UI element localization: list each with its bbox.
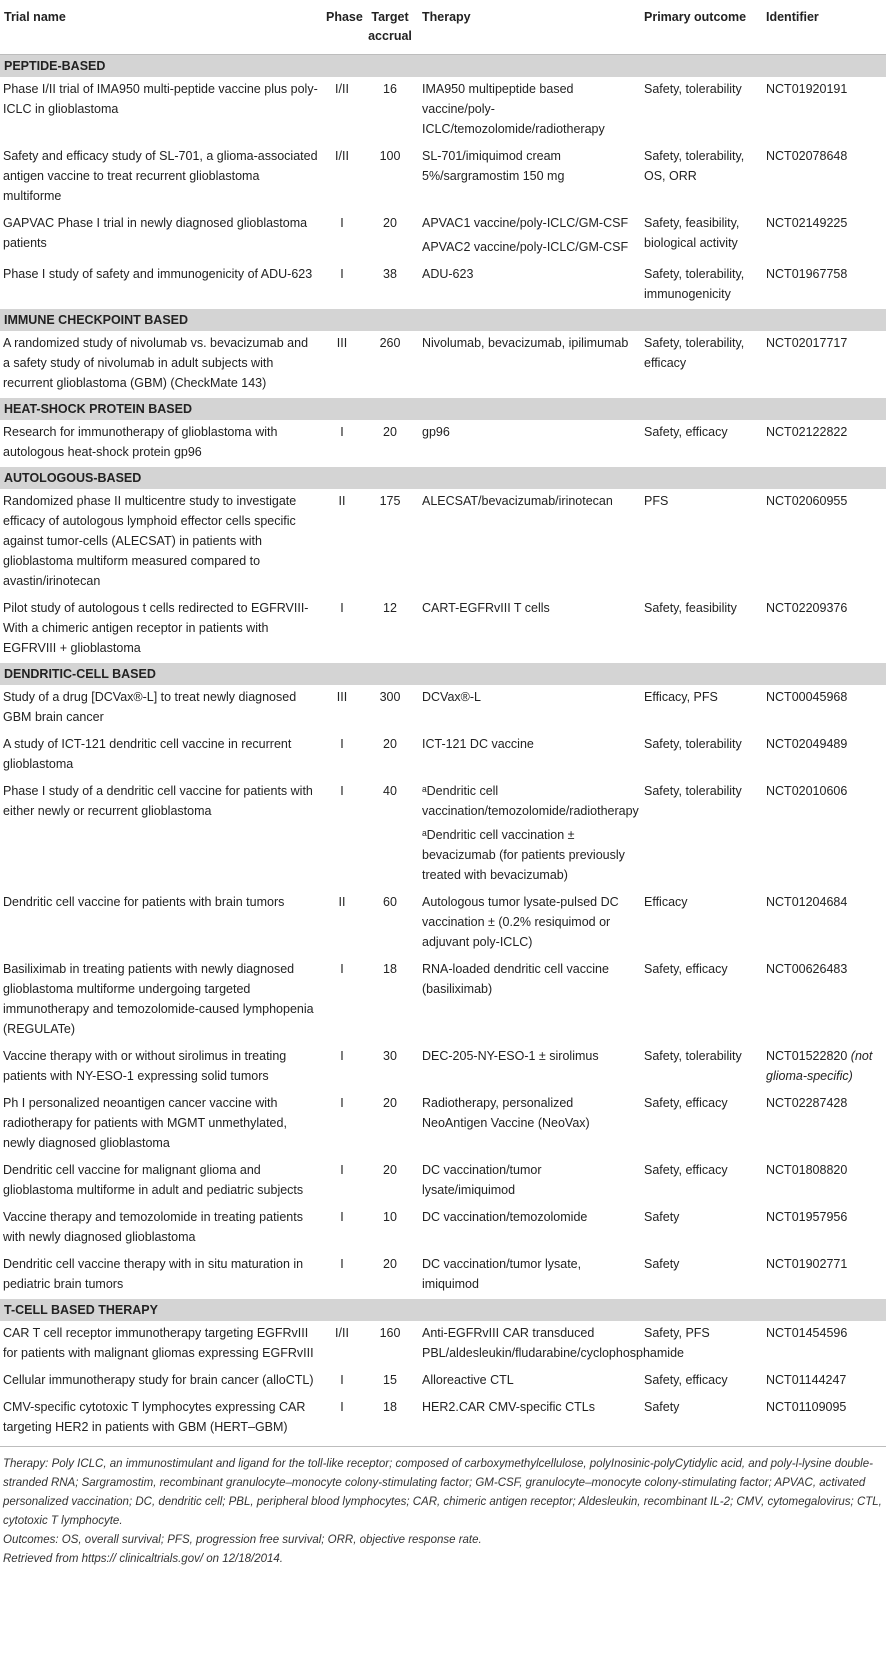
table-row xyxy=(0,331,886,398)
target-accrual-cell: 10 xyxy=(383,1210,397,1224)
identifier-cell xyxy=(762,1252,886,1299)
therapy-item: Anti-EGFRvIII CAR transduced PBL/aldesleukin/fludarabine/cyclophosphamide xyxy=(422,1326,684,1360)
primary-outcome-cell: Safety, efficacy xyxy=(644,962,728,976)
trial-name-cell: A randomized study of nivolumab vs. bevacizumab and a safety study of nivolumab in adult subjects with recurrent glioblastoma (GBM) (CheckMate 143) xyxy=(3,336,309,390)
target-accrual-cell: 100 xyxy=(379,149,401,163)
primary-outcome-cell: Efficacy, PFS xyxy=(644,690,718,704)
trial-name-cell: Dendritic cell vaccine therapy with in situ maturation in pediatric brain tumors xyxy=(3,1257,304,1291)
phase-cell: I/II xyxy=(335,82,349,96)
table-row xyxy=(0,489,886,596)
table-row xyxy=(0,779,886,890)
therapy-item: gp96 xyxy=(422,425,450,439)
trial-name-cell: Dendritic cell vaccine for patients with brain tumors xyxy=(3,895,285,909)
therapy-item: Radiotherapy, personalized NeoAntigen Vaccine (NeoVax) xyxy=(422,1096,590,1130)
header-trial-name: Trial name xyxy=(0,6,322,55)
identifier-value: NCT00626483 xyxy=(766,962,848,976)
table-row xyxy=(0,144,886,211)
therapy-item: HER2.CAR CMV-specific CTLs xyxy=(422,1400,595,1414)
section-title: DENDRITIC-CELL BASED xyxy=(0,663,886,685)
table-row xyxy=(0,262,886,309)
header-primary-outcome: Primary outcome xyxy=(640,6,762,55)
table-row xyxy=(0,596,886,663)
therapy-item: APVAC2 vaccine/poly-ICLC/GM-CSF xyxy=(422,240,629,254)
target-accrual-cell: 40 xyxy=(383,784,397,798)
table-row xyxy=(0,420,886,467)
identifier-cell xyxy=(762,1321,886,1368)
table-row xyxy=(0,211,886,262)
section-title: IMMUNE CHECKPOINT BASED xyxy=(0,309,886,331)
trial-name-cell: CMV-specific cytotoxic T lymphocytes expressing CAR targeting HER2 in patients with GBM (HERT–GBM) xyxy=(3,1400,306,1434)
table-header-row xyxy=(0,6,886,55)
identifier-value: NCT01454596 xyxy=(766,1326,848,1340)
section-title: AUTOLOGOUS-BASED xyxy=(0,467,886,489)
therapy-item: DEC-205-NY-ESO-1 ± sirolimus xyxy=(422,1049,599,1063)
primary-outcome-cell: Efficacy xyxy=(644,895,688,909)
therapy-item: ALECSAT/bevacizumab/irinotecan xyxy=(422,494,613,508)
trial-name-cell: CAR T cell receptor immunotherapy targeting EGFRvIII for patients with malignant gliomas expressing EGFRvIII xyxy=(3,1326,314,1360)
target-accrual-cell: 20 xyxy=(383,216,397,230)
primary-outcome-cell: Safety xyxy=(644,1257,680,1271)
table-row xyxy=(0,1252,886,1299)
identifier-value: NCT01808820 xyxy=(766,1163,848,1177)
therapy-item: Nivolumab, bevacizumab, ipilimumab xyxy=(422,336,629,350)
identifier-cell xyxy=(762,262,886,309)
section-title: HEAT-SHOCK PROTEIN BASED xyxy=(0,398,886,420)
therapy-cell xyxy=(418,262,640,309)
therapy-cell xyxy=(418,732,640,779)
therapy-cell xyxy=(418,331,640,398)
identifier-value: NCT01902771 xyxy=(766,1257,848,1271)
identifier-cell xyxy=(762,957,886,1044)
identifier-cell xyxy=(762,685,886,732)
target-accrual-cell: 20 xyxy=(383,425,397,439)
trial-name-cell: Pilot study of autologous t cells redirected to EGFRVIII-With a chimeric antigen receptor in patients with EGFRVIII + glioblastoma xyxy=(3,601,309,655)
section-header-row xyxy=(0,663,886,685)
target-accrual-cell: 175 xyxy=(379,494,401,508)
therapy-cell xyxy=(418,144,640,211)
trial-name-cell: Ph I personalized neoantigen cancer vaccine with radiotherapy for patients with MGMT unmethylated, newly diagnosed glioblastoma xyxy=(3,1096,287,1150)
therapy-cell xyxy=(418,77,640,144)
table-row xyxy=(0,1395,886,1442)
primary-outcome-cell: Safety, tolerability, immunogenicity xyxy=(644,267,745,301)
phase-cell: I xyxy=(340,601,344,615)
therapy-item: ᵃDendritic cell vaccination/temozolomide/radiotherapy xyxy=(422,784,639,818)
identifier-value: NCT01957956 xyxy=(766,1210,848,1224)
table-row xyxy=(0,685,886,732)
footnote-therapy: Therapy: Poly ICLC, an immunostimulant and ligand for the toll-like receptor; composed of carboxymethylcellulose, polyInosinic-polyCytidylic acid, and poly-l-lysine double-stranded RNA; Sargramostim, recombinant granulocyte–monocyte colony-stimulating factor; GM-CSF, granulocyte–monocyte colony-stimulating factor; APVAC, activated personalized vaccination; DC, dendritic cell; PBL, peripheral blood lymphocytes; CAR, chimeric antigen receptor; Aldesleukin, recombinant IL-2; CMV, cytomegalovirus; CTL, cytotoxic T lymphocyte. xyxy=(3,1458,882,1527)
table-row xyxy=(0,1044,886,1091)
primary-outcome-cell: Safety, tolerability xyxy=(644,784,742,798)
identifier-value: NCT02149225 xyxy=(766,216,848,230)
phase-cell: II xyxy=(338,494,346,508)
therapy-cell xyxy=(418,211,640,262)
primary-outcome-cell: PFS xyxy=(644,494,669,508)
therapy-item: ICT-121 DC vaccine xyxy=(422,737,534,751)
target-accrual-cell: 260 xyxy=(379,336,401,350)
phase-cell: I xyxy=(340,267,344,281)
header-identifier: Identifier xyxy=(762,6,886,55)
primary-outcome-cell: Safety, tolerability, OS, ORR xyxy=(644,149,745,183)
phase-cell: I/II xyxy=(335,1326,349,1340)
identifier-value: NCT02017717 xyxy=(766,336,848,350)
identifier-cell xyxy=(762,732,886,779)
table-row xyxy=(0,1321,886,1368)
section-title: T-CELL BASED THERAPY xyxy=(0,1299,886,1321)
identifier-cell xyxy=(762,489,886,596)
table-row xyxy=(0,1368,886,1395)
table-row xyxy=(0,957,886,1044)
identifier-value: NCT02287428 xyxy=(766,1096,848,1110)
section-header-row xyxy=(0,398,886,420)
target-accrual-cell: 16 xyxy=(383,82,397,96)
phase-cell: III xyxy=(336,690,348,704)
trial-name-cell: Phase I/II trial of IMA950 multi-peptide vaccine plus poly-ICLC in glioblastoma xyxy=(3,82,318,116)
identifier-cell xyxy=(762,779,886,890)
target-accrual-cell: 20 xyxy=(383,1163,397,1177)
identifier-cell xyxy=(762,1044,886,1091)
trial-name-cell: Study of a drug [DCVax®-L] to treat newly diagnosed GBM brain cancer xyxy=(3,690,297,724)
therapy-cell xyxy=(418,1395,640,1442)
therapy-cell xyxy=(418,1252,640,1299)
trial-name-cell: Phase I study of a dendritic cell vaccine for patients with either newly or recurrent glioblastoma xyxy=(3,784,313,818)
target-accrual-cell: 20 xyxy=(383,1257,397,1271)
identifier-value: NCT02078648 xyxy=(766,149,848,163)
target-accrual-cell: 60 xyxy=(383,895,397,909)
identifier-cell xyxy=(762,596,886,663)
primary-outcome-cell: Safety, efficacy xyxy=(644,1096,728,1110)
therapy-cell xyxy=(418,1368,640,1395)
primary-outcome-cell: Safety, tolerability xyxy=(644,737,742,751)
identifier-value: NCT01967758 xyxy=(766,267,848,281)
table-footnotes xyxy=(0,1446,886,1569)
section-header-row xyxy=(0,55,886,78)
trial-name-cell: Dendritic cell vaccine for malignant glioma and glioblastoma multiforme in adult and pediatric subjects xyxy=(3,1163,304,1197)
therapy-item: DCVax®-L xyxy=(422,690,481,704)
trial-name-cell: Randomized phase II multicentre study to investigate efficacy of autologous lymphoid effector cells specific against tumor-cells (ALECSAT) in patients with glioblastoma multiform measured compared to avastin/irinotecan xyxy=(3,494,297,588)
target-accrual-cell: 160 xyxy=(379,1326,401,1340)
trial-name-cell: A study of ICT-121 dendritic cell vaccine in recurrent glioblastoma xyxy=(3,737,292,771)
table-row xyxy=(0,1158,886,1205)
therapy-item: APVAC1 vaccine/poly-ICLC/GM-CSF xyxy=(422,216,629,230)
trial-name-cell: Cellular immunotherapy study for brain cancer (alloCTL) xyxy=(3,1373,314,1387)
header-target-accrual: Target accrual xyxy=(362,6,418,55)
therapy-item: ᵃDendritic cell vaccination ± bevacizumab (for patients previously treated with bevacizumab) xyxy=(422,828,625,882)
therapy-cell xyxy=(418,489,640,596)
primary-outcome-cell: Safety, PFS xyxy=(644,1326,710,1340)
target-accrual-cell: 20 xyxy=(383,1096,397,1110)
identifier-cell xyxy=(762,1368,886,1395)
therapy-cell xyxy=(418,596,640,663)
therapy-item: Alloreactive CTL xyxy=(422,1373,514,1387)
phase-cell: I xyxy=(340,1049,344,1063)
trial-name-cell: Phase I study of safety and immunogenicity of ADU-623 xyxy=(3,267,313,281)
table-row xyxy=(0,77,886,144)
identifier-cell xyxy=(762,890,886,957)
target-accrual-cell: 12 xyxy=(383,601,397,615)
target-accrual-cell: 300 xyxy=(379,690,401,704)
phase-cell: I xyxy=(340,1400,344,1414)
therapy-cell xyxy=(418,890,640,957)
section-header-row xyxy=(0,467,886,489)
identifier-cell xyxy=(762,1395,886,1442)
identifier-value: NCT01144247 xyxy=(766,1373,847,1387)
therapy-item: IMA950 multipeptide based vaccine/poly-ICLC/temozolomide/radiotherapy xyxy=(422,82,605,136)
identifier-cell xyxy=(762,331,886,398)
primary-outcome-cell: Safety, efficacy xyxy=(644,1163,728,1177)
primary-outcome-cell: Safety, efficacy xyxy=(644,1373,728,1387)
trial-name-cell: GAPVAC Phase I trial in newly diagnosed glioblastoma patients xyxy=(3,216,308,250)
section-header-row xyxy=(0,1299,886,1321)
identifier-value: NCT02049489 xyxy=(766,737,848,751)
table-row xyxy=(0,890,886,957)
trial-name-cell: Basiliximab in treating patients with newly diagnosed glioblastoma multiforme undergoing targeted immunotherapy and temozolomide-caused lymphopenia (REGULATe) xyxy=(3,962,314,1036)
clinical-trials-table xyxy=(0,6,886,1442)
trial-name-cell: Vaccine therapy with or without sirolimus in treating patients with NY-ESO-1 expressing solid tumors xyxy=(3,1049,287,1083)
phase-cell: II xyxy=(338,895,346,909)
therapy-cell xyxy=(418,957,640,1044)
identifier-cell xyxy=(762,1205,886,1252)
therapy-cell xyxy=(418,779,640,890)
primary-outcome-cell: Safety, tolerability, efficacy xyxy=(644,336,745,370)
target-accrual-cell: 20 xyxy=(383,737,397,751)
footnote-source: Retrieved from https:// clinicaltrials.gov/ on 12/18/2014. xyxy=(3,1553,283,1565)
section-title: PEPTIDE-BASED xyxy=(0,55,886,78)
therapy-item: DC vaccination/temozolomide xyxy=(422,1210,588,1224)
phase-cell: I xyxy=(340,1257,344,1271)
identifier-cell xyxy=(762,420,886,467)
phase-cell: I/II xyxy=(335,149,349,163)
therapy-item: DC vaccination/tumor lysate, imiquimod xyxy=(422,1257,582,1291)
identifier-value: NCT01920191 xyxy=(766,82,848,96)
header-phase: Phase xyxy=(322,6,362,55)
target-accrual-cell: 18 xyxy=(383,1400,397,1414)
primary-outcome-cell: Safety xyxy=(644,1400,680,1414)
therapy-cell xyxy=(418,1205,640,1252)
primary-outcome-cell: Safety, tolerability xyxy=(644,1049,742,1063)
phase-cell: I xyxy=(340,737,344,751)
primary-outcome-cell: Safety, feasibility xyxy=(644,601,737,615)
identifier-cell xyxy=(762,1091,886,1158)
table-body xyxy=(0,55,886,1443)
trial-name-cell: Safety and efficacy study of SL-701, a glioma-associated antigen vaccine to treat recurrent glioblastoma multiforme xyxy=(3,149,318,203)
therapy-cell xyxy=(418,420,640,467)
therapy-item: ADU-623 xyxy=(422,267,474,281)
phase-cell: I xyxy=(340,425,344,439)
phase-cell: I xyxy=(340,784,344,798)
therapy-item: DC vaccination/tumor lysate/imiquimod xyxy=(422,1163,542,1197)
identifier-cell xyxy=(762,1158,886,1205)
phase-cell: I xyxy=(340,216,344,230)
identifier-note: (not glioma-specific) xyxy=(766,1049,873,1083)
identifier-value: NCT00045968 xyxy=(766,690,848,704)
table-row xyxy=(0,732,886,779)
therapy-item: RNA-loaded dendritic cell vaccine (basiliximab) xyxy=(422,962,609,996)
therapy-item: Autologous tumor lysate-pulsed DC vaccination ± (0.2% resiquimod or adjuvant poly-ICLC) xyxy=(422,895,619,949)
table-row xyxy=(0,1205,886,1252)
identifier-value: NCT02209376 xyxy=(766,601,848,615)
phase-cell: I xyxy=(340,1210,344,1224)
identifier-value: NCT01522820 xyxy=(766,1049,848,1063)
identifier-value: NCT01204684 xyxy=(766,895,848,909)
section-header-row xyxy=(0,309,886,331)
identifier-value: NCT01109095 xyxy=(766,1400,847,1414)
primary-outcome-cell: Safety xyxy=(644,1210,680,1224)
phase-cell: I xyxy=(340,962,344,976)
trial-name-cell: Vaccine therapy and temozolomide in treating patients with newly diagnosed glioblastoma xyxy=(3,1210,303,1244)
footnote-outcomes: Outcomes: OS, overall survival; PFS, progression free survival; ORR, objective response rate. xyxy=(3,1534,482,1546)
therapy-cell xyxy=(418,685,640,732)
primary-outcome-cell: Safety, tolerability xyxy=(644,82,742,96)
identifier-value: NCT02060955 xyxy=(766,494,848,508)
therapy-item: CART-EGFRvIII T cells xyxy=(422,601,550,615)
therapy-cell xyxy=(418,1091,640,1158)
identifier-cell xyxy=(762,144,886,211)
target-accrual-cell: 15 xyxy=(383,1373,397,1387)
therapy-item: SL-701/imiquimod cream 5%/sargramostim 150 mg xyxy=(422,149,565,183)
phase-cell: I xyxy=(340,1096,344,1110)
target-accrual-cell: 30 xyxy=(383,1049,397,1063)
identifier-cell xyxy=(762,77,886,144)
phase-cell: I xyxy=(340,1373,344,1387)
therapy-cell xyxy=(418,1044,640,1091)
phase-cell: I xyxy=(340,1163,344,1177)
identifier-cell xyxy=(762,211,886,262)
primary-outcome-cell: Safety, feasibility, biological activity xyxy=(644,216,740,250)
identifier-value: NCT02010606 xyxy=(766,784,848,798)
header-therapy: Therapy xyxy=(418,6,640,55)
target-accrual-cell: 38 xyxy=(383,267,397,281)
trial-name-cell: Research for immunotherapy of glioblastoma with autologous heat-shock protein gp96 xyxy=(3,425,278,459)
target-accrual-cell: 18 xyxy=(383,962,397,976)
primary-outcome-cell: Safety, efficacy xyxy=(644,425,728,439)
table-row xyxy=(0,1091,886,1158)
phase-cell: III xyxy=(336,336,348,350)
identifier-value: NCT02122822 xyxy=(766,425,848,439)
therapy-cell xyxy=(418,1158,640,1205)
